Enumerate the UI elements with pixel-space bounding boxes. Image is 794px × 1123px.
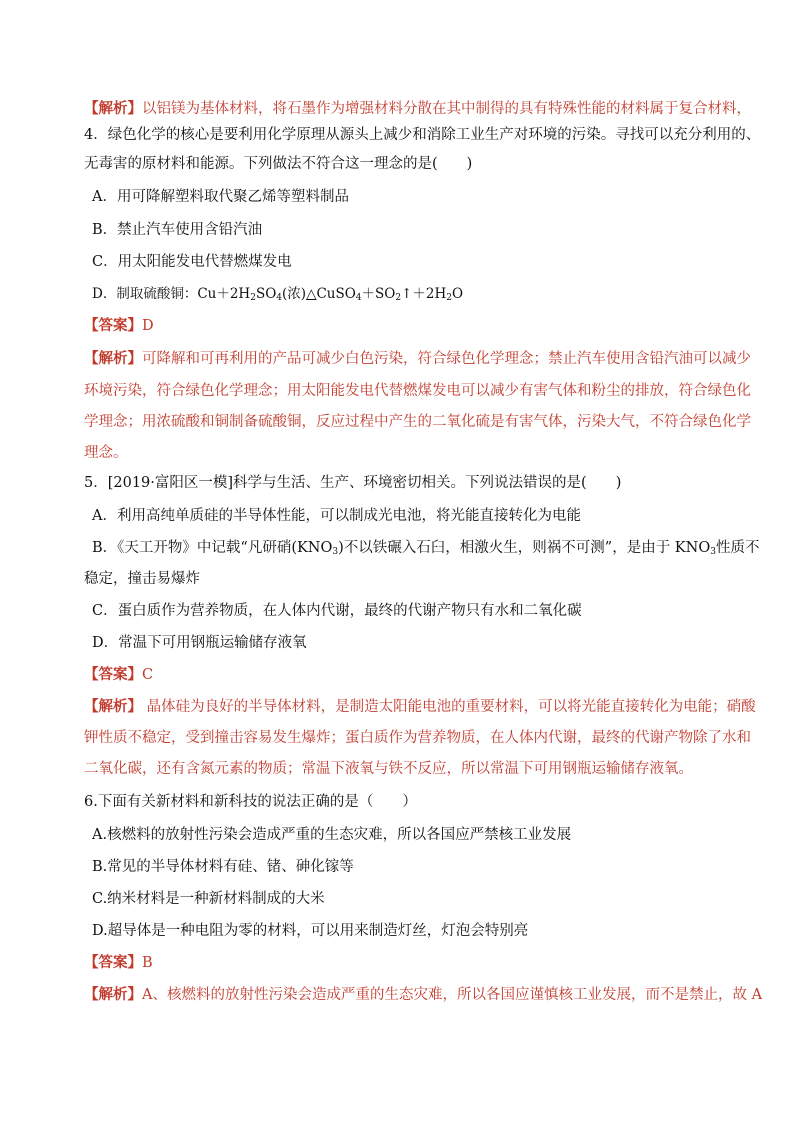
answer-value: D bbox=[142, 318, 154, 334]
q6-option-a: A.核燃料的放射性污染会造成严重的生态灾难，所以各国应严禁核工业发展 bbox=[92, 827, 572, 843]
answer-label: 【答案】 bbox=[84, 954, 142, 971]
q4-option-b: B．禁止汽车使用含铅汽油 bbox=[92, 222, 263, 238]
q6-answer bbox=[84, 953, 153, 973]
jiexi-text: 以铝镁为基体材料，将石墨作为增强材料分散在其中制得的具有特殊性能的材料属于复合材料， bbox=[142, 101, 751, 117]
q4-jiexi-line1 bbox=[84, 349, 751, 369]
q4-option-d-text: SO bbox=[255, 286, 277, 302]
q4-option-d-text: D．制取硫酸铜：Cu＋2H bbox=[92, 286, 251, 302]
q5-jiexi-line2: 钾性质不稳定，受到撞击容易发生爆炸；蛋白质作为营养物质，在人体内代谢，最终的代谢产物除了水和 bbox=[84, 730, 751, 746]
q4-option-d-text: ＋SO bbox=[361, 286, 396, 302]
q4-jiexi-line2: 环境污染，符合绿色化学理念；用太阳能发电代替燃煤发电可以减少有害气体和粉尘的排放，符合绿色化 bbox=[84, 383, 751, 399]
q6-stem: 6.下面有关新材料和新科技的说法正确的是（ ） bbox=[84, 794, 417, 810]
q4-jiexi-line4: 理念。 bbox=[84, 445, 128, 461]
q5-option-b-line1 bbox=[92, 538, 759, 562]
q4-stem-line1: 4．绿色化学的核心是要利用化学原理从源头上减少和消除工业生产对环境的污染。寻找可以充分利用的、 bbox=[84, 127, 761, 143]
subscript: 3 bbox=[710, 547, 716, 557]
q5-jiexi-line3: 二氧化碳，还有含氮元素的物质；常温下液氧与铁不反应，所以常温下可用钢瓶运输储存液氧。 bbox=[84, 761, 693, 777]
answer-label: 【答案】 bbox=[84, 317, 142, 334]
q4-option-d-text: O bbox=[452, 286, 464, 302]
jiexi-block-prev bbox=[84, 99, 751, 119]
q4-stem-line2: 无毒害的原材料和能源。下列做法不符合这一理念的是( ) bbox=[84, 156, 473, 172]
q5-option-c: C．蛋白质作为营养物质，在人体内代谢，最终的代谢产物只有水和二氧化碳 bbox=[92, 603, 582, 619]
jiexi-text: 晶体硅为良好的半导体材料，是制造太阳能电池的重要材料，可以将光能直接转化为电能；硝酸 bbox=[142, 699, 756, 715]
subscript: 4 bbox=[355, 293, 362, 303]
q6-option-d: D.超导体是一种电阻为零的材料，可以用来制造灯丝，灯泡会特别亮 bbox=[92, 923, 529, 939]
answer-label: 【答案】 bbox=[84, 666, 142, 683]
q4-option-d-text: CuSO bbox=[316, 286, 356, 302]
subscript: 2 bbox=[395, 293, 402, 303]
answer-value: B bbox=[142, 955, 153, 971]
q5-option-b-text: 性质不 bbox=[715, 540, 760, 556]
q6-jiexi-line1 bbox=[84, 985, 762, 1005]
jiexi-label: 【解析】 bbox=[84, 698, 142, 715]
subscript: 3 bbox=[332, 547, 339, 557]
q5-option-d: D．常温下可用钢瓶运输储存液氧 bbox=[92, 635, 307, 651]
q4-answer bbox=[84, 316, 154, 336]
q4-jiexi-line3: 学理念；用浓硫酸和铜制备硫酸铜，反应过程中产生的二氧化硫是有害气体，污染大气，不符合绿色化学 bbox=[84, 414, 751, 430]
subscript: 2 bbox=[446, 293, 453, 303]
q4-option-d-text: (浓) bbox=[282, 286, 307, 302]
q4-option-c: C．用太阳能发电代替燃煤发电 bbox=[92, 254, 292, 270]
subscript: 2 bbox=[250, 293, 256, 303]
q4-option-d-text: ↑＋2H bbox=[401, 286, 447, 302]
q6-option-b: B.常见的半导体材料有硅、锗、砷化镓等 bbox=[92, 859, 354, 875]
q5-option-b-text: B．《天工开物》中记载“凡研硝(KNO bbox=[92, 540, 333, 556]
q5-stem: 5．[2019·富阳区一模]科学与生活、生产、环境密切相关。下列说法错误的是( ) bbox=[84, 475, 622, 491]
jiexi-text: 可降解和可再利用的产品可减少白色污染，符合绿色化学理念；禁止汽车使用含铅汽油可以减少 bbox=[142, 351, 751, 367]
subscript: 4 bbox=[276, 293, 283, 303]
jiexi-text: A、核燃料的放射性污染会造成严重的生态灾难，所以各国应谨慎核工业发展，而不是禁止，故 A bbox=[142, 987, 763, 1003]
jiexi-label: 【解析】 bbox=[84, 350, 142, 367]
jiexi-label: 【解析】 bbox=[84, 100, 142, 117]
jiexi-label: 【解析】 bbox=[84, 986, 142, 1003]
q5-option-b-line2: 稳定，撞击易爆炸 bbox=[84, 571, 200, 587]
q5-answer bbox=[84, 665, 153, 685]
heat-symbol: △ bbox=[306, 286, 317, 302]
q4-option-d bbox=[92, 284, 463, 308]
q5-option-b-text: )不以铁碾入石臼，相激火生，则祸不可测”，是由于 KNO bbox=[338, 540, 711, 556]
q5-option-a: A．利用高纯单质硅的半导体性能，可以制成光电池，将光能直接转化为电能 bbox=[92, 508, 581, 524]
q6-option-c: C.纳米材料是一种新材料制成的大米 bbox=[92, 891, 325, 907]
q5-jiexi-line1 bbox=[84, 697, 756, 717]
q4-option-a: A．用可降解塑料取代聚乙烯等塑料制品 bbox=[92, 189, 349, 205]
answer-value: C bbox=[142, 667, 154, 683]
